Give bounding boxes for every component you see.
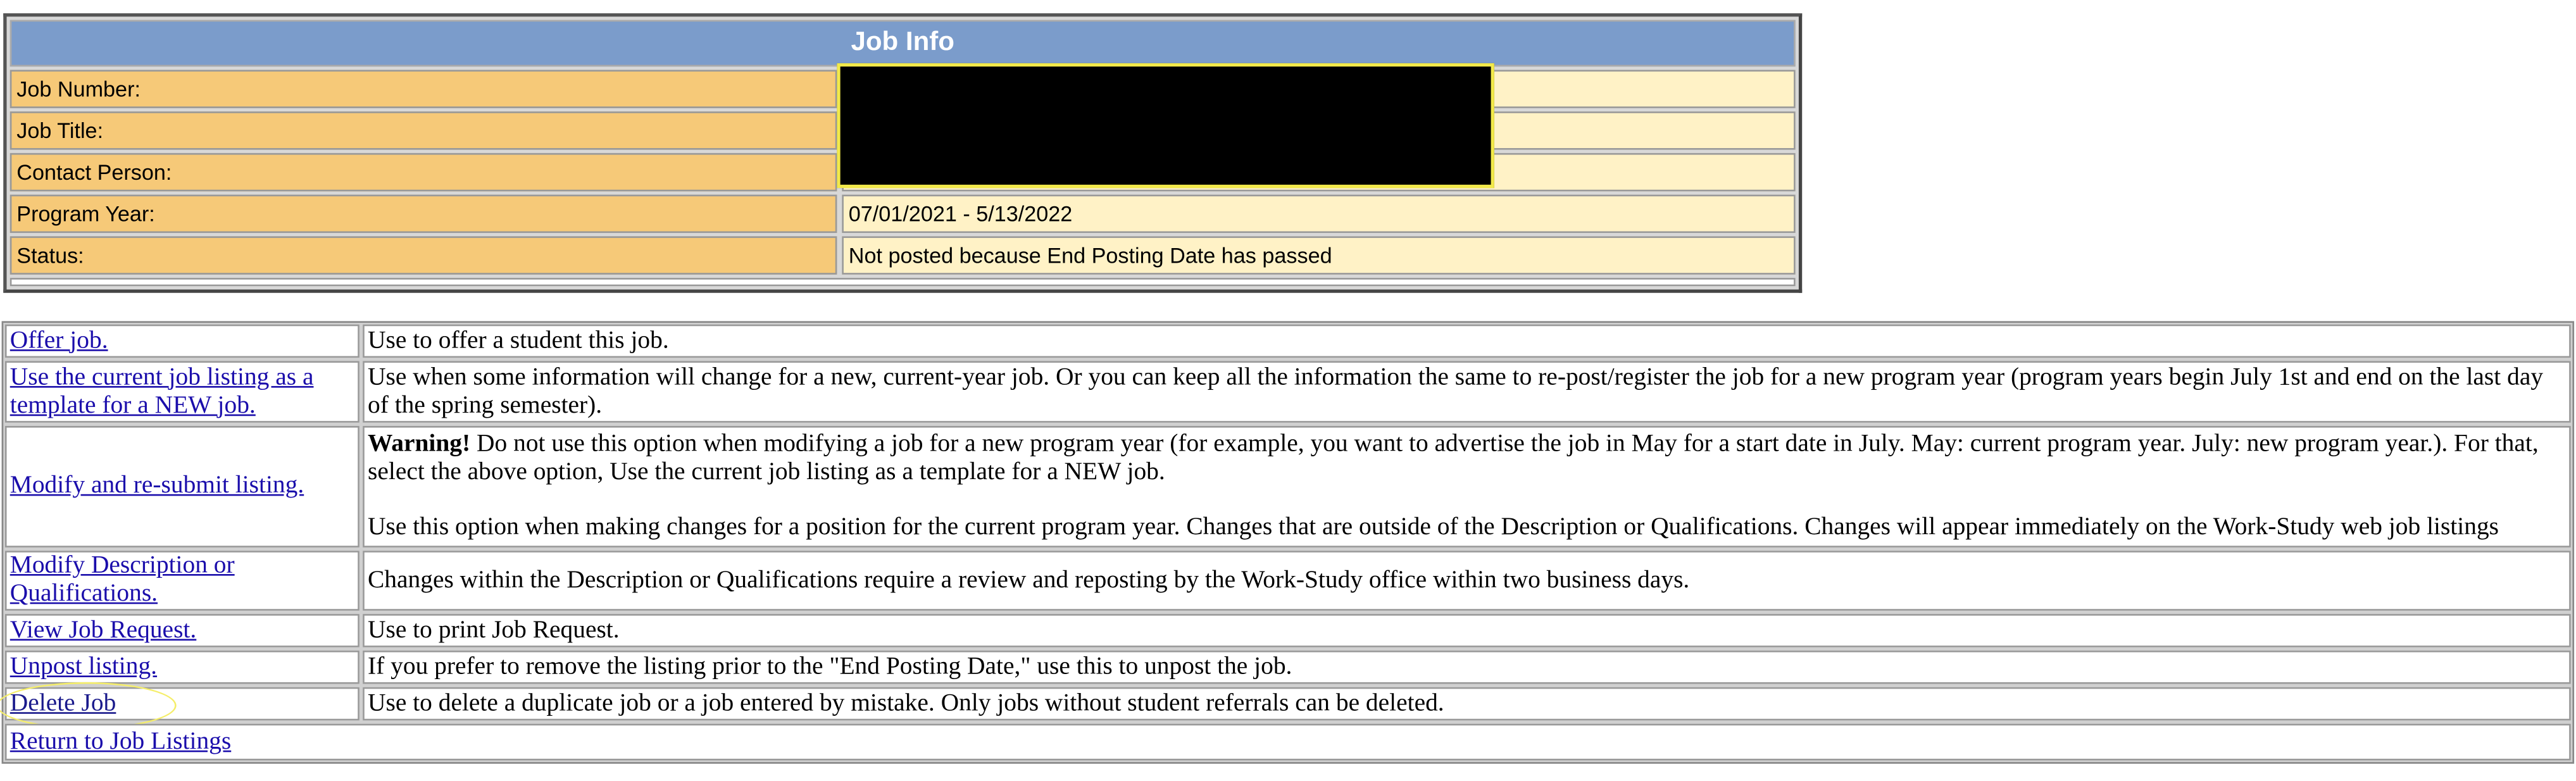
status-row: [10, 236, 1796, 274]
action-row-modify: [5, 426, 2571, 547]
job-title-label: Job Title:: [10, 111, 837, 149]
warning-label: Warning!: [368, 430, 471, 458]
action-cell: [5, 651, 360, 684]
action-row-unpost: [5, 651, 2571, 684]
action-row-modify-description: [5, 551, 2571, 611]
contact-person-label: Contact Person:: [10, 153, 837, 191]
view-job-request-link[interactable]: View Job Request.: [9, 616, 197, 644]
status-value: Not posted because End Posting Date has passed: [842, 236, 1795, 274]
actions-table: [2, 321, 2574, 763]
status-label: Status:: [10, 236, 837, 274]
action-cell: [5, 361, 360, 422]
use-as-template-description: Use when some information will change for a new, current-year job. Or you can keep all the information the same to re-post/register the job for a new program year (program years begin July 1st and end on the last day of the spring semester).: [363, 361, 2571, 422]
job-info-footer: [10, 278, 1796, 286]
modify-description-link[interactable]: Modify Description or Qualifications.: [9, 552, 235, 608]
modify-resubmit-note: Use this option when making changes for a position for the current program year. Changes that are outside of the Description or Qualifications. Changes will appear immediately on the Work-Study web job listings: [368, 514, 2499, 541]
modify-resubmit-description: [363, 426, 2571, 547]
use-as-template-link[interactable]: Use the current job listing as a template for a NEW job.: [9, 363, 314, 419]
job-number-label: Job Number:: [10, 70, 837, 108]
action-row-offer: [5, 325, 2571, 358]
return-to-job-listings-link[interactable]: Return to Job Listings: [9, 728, 232, 756]
warning-text: Do not use this option when modifying a job for a new program year (for example, you want to advertise the job in May for a start date in July. May: current program year. July: new program year.). For that, select the above option, Use the current job listing as a template for a NEW job.: [368, 430, 2539, 486]
program-year-value: 07/01/2021 - 5/13/2022: [842, 195, 1795, 233]
modify-description-description: Changes within the Description or Qualifications require a review and reposting by the Work-Study office within two business days.: [363, 551, 2571, 611]
action-row-return: [5, 724, 2571, 761]
action-row-template: [5, 361, 2571, 422]
action-cell: [5, 614, 360, 647]
action-cell: [5, 551, 360, 611]
offer-job-link[interactable]: Offer job.: [9, 327, 108, 354]
action-cell: [5, 325, 360, 358]
action-row-view: [5, 614, 2571, 647]
job-info-title: Job Info: [10, 20, 1796, 67]
warning-paragraph: [368, 431, 2566, 487]
delete-job-description: Use to delete a duplicate job or a job entered by mistake. Only jobs without student referrals can be deleted.: [363, 687, 2571, 721]
modify-resubmit-link[interactable]: Modify and re-submit listing.: [9, 472, 304, 499]
view-job-request-description: Use to print Job Request.: [363, 614, 2571, 647]
unpost-listing-description: If you prefer to remove the listing prior to the "End Posting Date," use this to unpost the job.: [363, 651, 2571, 684]
program-year-row: [10, 195, 1796, 233]
action-row-delete: [5, 687, 2571, 721]
program-year-label: Program Year:: [10, 195, 837, 233]
offer-job-description: Use to offer a student this job.: [363, 325, 2571, 358]
return-cell: [5, 724, 2571, 761]
action-cell: [5, 426, 360, 547]
unpost-listing-link[interactable]: Unpost listing.: [9, 653, 158, 680]
redaction-box: [837, 63, 1494, 188]
delete-job-link[interactable]: Delete Job: [9, 689, 116, 716]
action-cell: [5, 687, 360, 721]
